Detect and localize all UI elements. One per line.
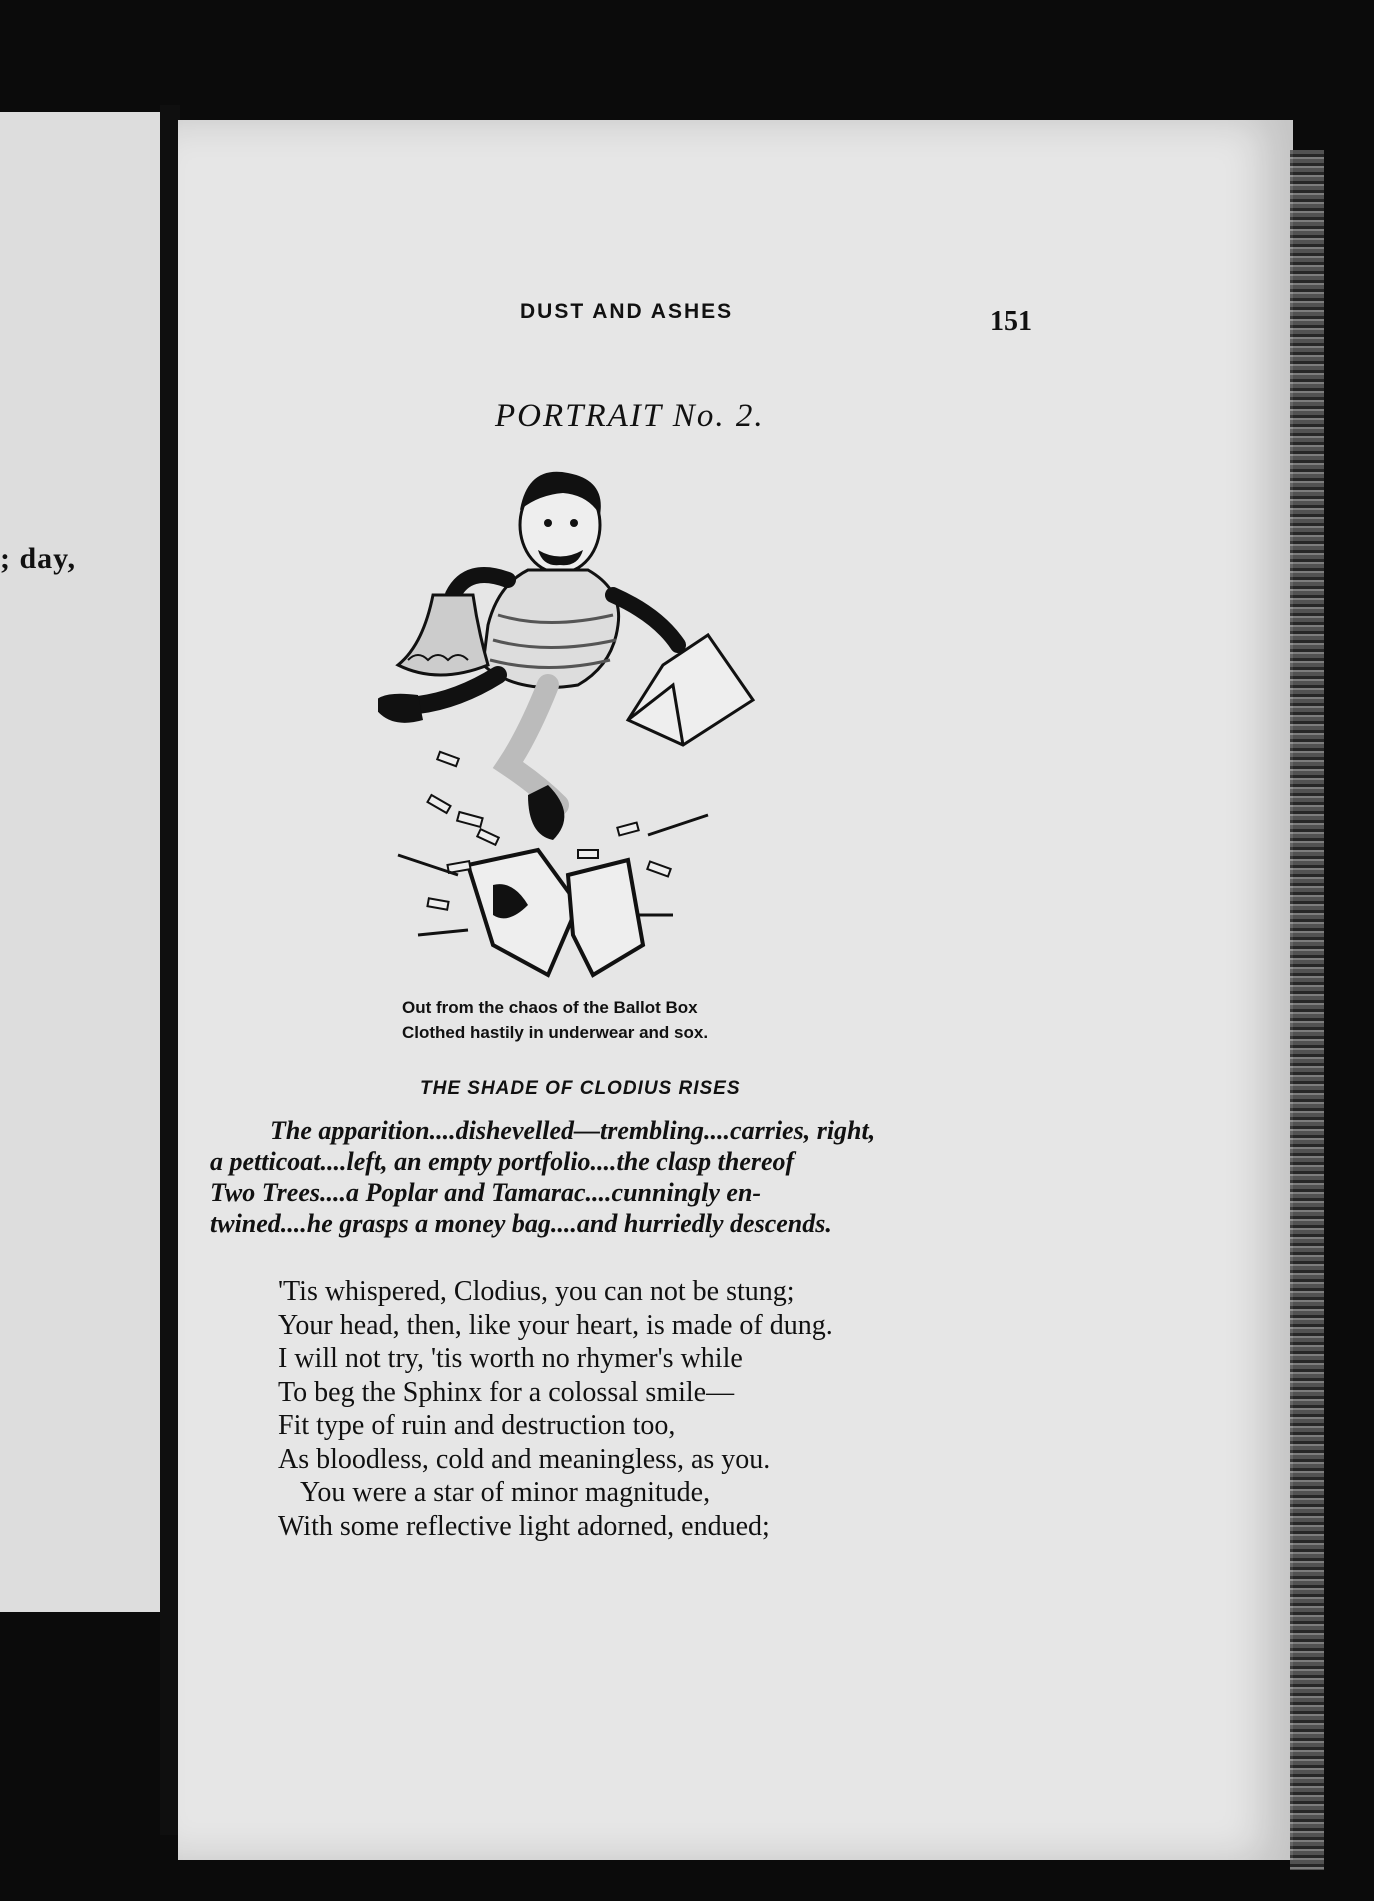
- verse-line: You were a star of minor magnitude,: [300, 1477, 711, 1508]
- verse-line: 'Tis whispered, Clodius, you can not be stung;: [278, 1276, 795, 1307]
- running-head: DUST AND ASHES: [520, 300, 734, 323]
- verse-line: I will not try, 'tis worth no rhymer's while: [278, 1343, 743, 1374]
- caption-line: Out from the chaos of the Ballot Box: [402, 998, 698, 1017]
- right-page: [178, 120, 1293, 1860]
- left-page: [0, 112, 163, 1612]
- verse-stanza: [278, 1275, 1038, 1543]
- section-title: THE SHADE OF CLODIUS RISES: [420, 1078, 741, 1099]
- caricature-illustration: [378, 455, 888, 990]
- portrait-title: PORTRAIT No. 2.: [495, 398, 765, 434]
- prose-line: Two Trees....a Poplar and Tamarac....cunningly en-: [210, 1178, 762, 1207]
- prose-paragraph: [210, 1115, 1010, 1239]
- caption-line: Clothed hastily in underwear and sox.: [402, 1023, 709, 1042]
- prose-line: a petticoat....left, an empty portfolio....the clasp thereof: [210, 1147, 795, 1176]
- book-spine-gutter: [160, 105, 180, 1835]
- verse-line: Your head, then, like your heart, is made of dung.: [278, 1309, 833, 1341]
- verse-line: As bloodless, cold and meaningless, as you.: [278, 1443, 771, 1475]
- verse-line: Fit type of ruin and destruction too,: [278, 1410, 676, 1441]
- page-edges: [1290, 150, 1324, 1870]
- prose-line: The apparition....dishevelled—trembling....carries, right,: [270, 1116, 876, 1145]
- left-page-text-fragment: ; day,: [0, 542, 77, 575]
- page-number: 151: [990, 306, 1032, 337]
- illustration-caption: [402, 995, 842, 1045]
- verse-line: With some reflective light adorned, endued;: [278, 1510, 770, 1542]
- verse-line: To beg the Sphinx for a colossal smile—: [278, 1376, 735, 1408]
- prose-line: twined....he grasps a money bag....and hurriedly descends.: [210, 1209, 832, 1238]
